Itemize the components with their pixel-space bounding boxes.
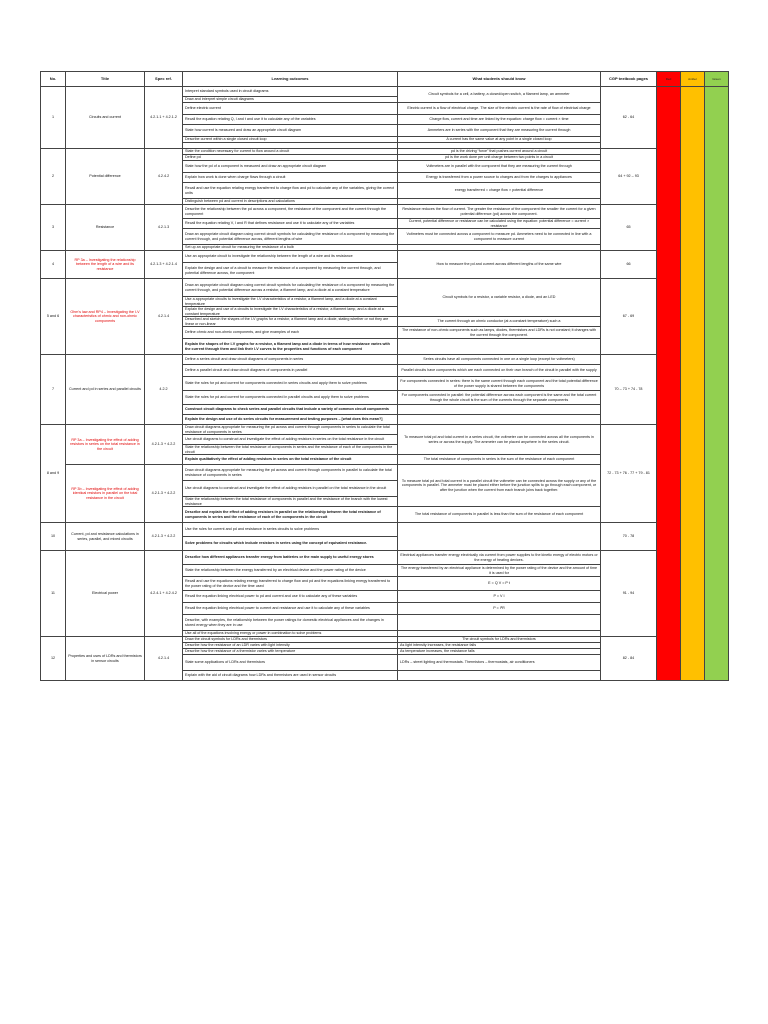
outcome: Define a series circuit and draw circuit diagrams of components in series	[183, 355, 398, 365]
row-title: Current, pd and resistance calculations in series, parallel, and mixed circuits	[66, 523, 145, 551]
outcome: Recall and use the equations relating energy transferred to charge flow and pd and the equations linking energy transferred to the power rating of the device and the time used	[183, 577, 398, 591]
knowledge: For components connected in parallel: the potential difference across each component is the same and the total current through the whole circuit is the sum of the currents through the separate components	[398, 391, 601, 405]
row-spec: 4.2.1.3 + 4.2.2	[145, 465, 183, 523]
row-pages: 67 - 69	[601, 279, 657, 355]
outcome: Use all of the equations involving energy or power in combination to solve problems	[183, 631, 398, 637]
row-no: 12	[41, 637, 66, 681]
knowledge: As temperature increases, the resistance falls	[398, 649, 601, 655]
outcome: Describe the relationship between the pd across a component, the resistance of the component and the current through the component	[183, 205, 398, 219]
outcome: State the rules for pd and current for components connected in parallel circuits and apply them to solve problems	[183, 391, 398, 405]
outcome: Draw circuit diagrams appropriate for measuring the pd across and current through components in parallel to calculate the total resistance of components in series	[183, 465, 398, 481]
table-row	[41, 87, 729, 97]
outcome: Define ohmic and non-ohmic components, and give examples of each	[183, 327, 398, 339]
outcome: Describe current within a single closed circuit loop	[183, 137, 398, 143]
outcome: Explain how work is done when charge flows through a circuit	[183, 173, 398, 183]
knowledge: LDRs – street lighting and thermostats. Thermistors – thermostats, air conditioners	[398, 655, 601, 671]
knowledge	[398, 671, 601, 681]
knowledge: The current through an ohmic conductor (at a constant temperature) such a	[398, 317, 601, 327]
row-no: 1	[41, 87, 66, 149]
row-no: 10	[41, 523, 66, 551]
row-no: 11	[41, 551, 66, 637]
row-no: 7	[41, 355, 66, 425]
outcome: Solve problems for circuits which include resistors in series using the concept of equivalent resistance.	[183, 537, 398, 551]
knowledge	[398, 415, 601, 425]
row-spec: 4.2.4.1 + 4.2.4.2	[145, 551, 183, 637]
green-column[interactable]	[705, 87, 729, 681]
outcome: State some applications of LDRs and thermistors	[183, 655, 398, 671]
knowledge: P = V I	[398, 591, 601, 603]
knowledge: Charge flow, current and time are linked by the equation: charge flow = current × time	[398, 115, 601, 125]
table-row	[41, 523, 729, 537]
outcome: Describe how different appliances transfer energy from batteries or the main supply to useful energy stores	[183, 551, 398, 565]
table-row	[41, 279, 729, 297]
header-title: Title	[66, 72, 145, 87]
row-spec: 4.2.1.3 + 4.2.1.4	[145, 251, 183, 279]
outcome: State how the pd of a component is measured and draw an appropriate circuit diagram	[183, 161, 398, 173]
knowledge: Resistance reduces the flow of current. The greater the resistance of the component the smaller the current for a given potential difference (pd) across the component.	[398, 205, 601, 219]
knowledge: Circuit symbols for a cell, a battery, a closed/open switch, a filament lamp, an ammeter	[398, 87, 601, 103]
knowledge: Voltmeters are in parallel with the component that they are measuring the current through	[398, 161, 601, 173]
outcome: Draw the circuit symbols for LDRs and thermistors	[183, 637, 398, 643]
knowledge: The total resistance of components in series is the sum of the resistance of each component	[398, 455, 601, 465]
outcome: Explain the design and use of a circuit to measure the resistance of a component by measuring the current through, and potential difference across, the component	[183, 263, 398, 279]
row-no: 4	[41, 251, 66, 279]
outcome: Describe and explain the effect of adding resistors in parallel on the relationship between the total resistance of components in series and the resistance of each of the components in the circuit	[183, 507, 398, 523]
header-red: Red	[657, 72, 681, 87]
row-pages: 72 - 73 + 76 - 77 + 79 - 81	[601, 425, 657, 523]
amber-column[interactable]	[681, 87, 705, 681]
knowledge: The energy transferred by an electrical appliance is determined by the power rating of the device and the amount of time it is used for	[398, 565, 601, 577]
outcome: Distinguish between pd and current in descriptions and calculations	[183, 199, 398, 205]
outcome: Explain the shapes of the I-V graphs for a resistor, a filament lamp and a diode in terms of how resistance varies with the current through them and link their I-V curves to the properties and functions of each component	[183, 339, 398, 355]
outcome: Interpret standard symbols used in circuit diagrams	[183, 87, 398, 97]
row-title: RP 3a – Investigating the relationship between the length of a wire and its resistance	[66, 251, 145, 279]
knowledge: pd is the driving “force” that pushes current around a circuit	[398, 149, 601, 155]
knowledge: The resistance of non-ohmic components such as lamps, diodes, thermistors and LDRs is not constant; it changes with the current through the component.	[398, 327, 601, 339]
header-textbook-pages: CGP textbook pages	[601, 72, 657, 87]
row-spec: 4.2.1.3 + 4.2.2	[145, 425, 183, 465]
outcome: Recall the equation relating V, I and R that defines resistance and use it to calculate any of the variables	[183, 219, 398, 229]
outcome: Define pd	[183, 155, 398, 161]
row-spec: 4.2.1.3	[145, 205, 183, 251]
row-title: RP 3a – Investigating the effect of adding resistors in series on the total resistance in the circuit	[66, 425, 145, 465]
knowledge: A current has the same value at any point in a single closed loop	[398, 137, 601, 143]
outcome: Describe how the resistance of a thermistor varies with temperature	[183, 649, 398, 655]
red-column[interactable]	[657, 87, 681, 681]
row-no: 8 and 9	[41, 425, 66, 523]
row-title: Electrical power	[66, 551, 145, 637]
outcome: Explain the design and use of a circuits to investigate the I-V characteristics of a resistor, a filament lamp, and a diode at a constant temperature	[183, 307, 398, 317]
table-row	[41, 425, 729, 435]
checklist-table	[40, 71, 729, 681]
outcome: Recall the equation linking electrical power to pd and current and use it to calculate any of these variables	[183, 591, 398, 603]
knowledge: As light intensity increases, the resistance falls	[398, 643, 601, 649]
row-spec: 4.2.1.1 + 4.2.1.2	[145, 87, 183, 149]
outcome: Explain the design and use of dc series circuits for measurement and testing purposes – [what does this mean?]	[183, 415, 398, 425]
knowledge: E = Q V = P t	[398, 577, 601, 591]
header-amber: Amber	[681, 72, 705, 87]
row-no: 3	[41, 205, 66, 251]
outcome: Draw circuit diagrams appropriate for measuring the pd across and current through components in series to calculate the total resistance of components in series	[183, 425, 398, 435]
row-title: Circuits and current	[66, 87, 145, 149]
outcome: State the rules for pd and current for components connected in series circuits and apply them to solve problems	[183, 377, 398, 391]
row-no: 2	[41, 149, 66, 205]
outcome: State how current is measured and draw an appropriate circuit diagram	[183, 125, 398, 137]
outcome: Construct circuit diagrams to check series and parallel circuits that include a variety of common circuit components	[183, 405, 398, 415]
row-pages: 91 - 94	[601, 551, 657, 637]
row-spec: 4.2.1.4	[145, 279, 183, 355]
knowledge	[398, 339, 601, 355]
knowledge: energy transferred = charge flow × potential difference	[398, 183, 601, 199]
outcome: Draw an appropriate circuit diagram using correct circuit symbols for calculating the resistance of a component by measuring the current through, and potential difference across a resistor, a filament lamp, and a diode at a constant temperature	[183, 279, 398, 297]
outcome: Explain qualitatively the effect of adding resistors in series on the total resistance of the circuit	[183, 455, 398, 465]
outcome: Recall and use the equation relating energy transferred to charge flow and pd to calculate any of the variables, giving the correct units	[183, 183, 398, 199]
knowledge: How to measure the pd and current across different lengths of the same wire	[398, 251, 601, 279]
row-title: Properties and uses of LDRs and thermistors in sensor circuits	[66, 637, 145, 681]
knowledge: To measure total pd and total current in a parallel circuit the voltmeter can be connected across the supply or any of the components in parallel. The ammeter must be placed either before the junction splits to go through each component, or after the junction when the current from each branch joins back together.	[398, 465, 601, 507]
table-header-row	[41, 72, 729, 87]
knowledge	[398, 615, 601, 631]
table-row	[41, 251, 729, 263]
outcome: Use circuit diagrams to construct and investigate the effect of adding resistors in parallel on the total resistance in the circuit	[183, 481, 398, 497]
outcome: Describe how the resistance of an LDR varies with light intensity	[183, 643, 398, 649]
knowledge: For components connected in series: there is the same current through each component and the total potential difference of the power supply is shared between the components	[398, 377, 601, 391]
outcome: Described and sketch the shapes of the I-V graphs for a resistor, a filament lamp and a diode, stating whether or not they are linear or non-linear	[183, 317, 398, 327]
row-title: Current and pd in series and parallel circuits	[66, 355, 145, 425]
row-spec: 4.2.1.4	[145, 637, 183, 681]
outcome: Recall the equation relating Q, I and t and use it to calculate any of the variables	[183, 115, 398, 125]
outcome: Use a appropriate circuits to investigate the I-V characteristics of a resistor, a filament lamp, and a diode at a constant temperature	[183, 297, 398, 307]
table-row	[41, 205, 729, 219]
table-row	[41, 355, 729, 365]
row-spec: 4.2.4.2	[145, 149, 183, 205]
row-spec: 4.2.1.3 + 4.2.2	[145, 523, 183, 551]
header-spec-ref: Spec ref.	[145, 72, 183, 87]
outcome: Use an appropriate circuit to investigate the relationship between the length of a wire and its resistance	[183, 251, 398, 263]
outcome: State the relationship between the total resistance of components in series and the resistance of each of the components in the circuit	[183, 445, 398, 455]
knowledge: Series circuits have all components connected in one on a single loop (except for voltmeters)	[398, 355, 601, 365]
row-pages: 70 - 78	[601, 523, 657, 551]
header-what-students-know: What students should know	[398, 72, 601, 87]
knowledge: Voltmeters must be connected across a component to measure pd. Ammeters need to be connected in line with a component to measure current	[398, 229, 601, 245]
header-green: Green	[705, 72, 729, 87]
row-pages: 62 - 64	[601, 87, 657, 149]
knowledge: Current, potential difference or resistance can be calculated using the equation: potential difference = current × resistance	[398, 219, 601, 229]
outcome: State the relationship between the total resistance of components in parallel and the resistance of the branch with the lowest resistance	[183, 497, 398, 507]
knowledge: P = I²R	[398, 603, 601, 615]
outcome: State the condition necessary for current to flow around a circuit	[183, 149, 398, 155]
header-no: No.	[41, 72, 66, 87]
knowledge	[398, 405, 601, 415]
outcome: Draw an appropriate circuit diagram using correct circuit symbols for calculating the resistance of a component by measuring the current through, and potential difference across, different lengths of wire	[183, 229, 398, 245]
outcome: Describe, with examples, the relationship between the power ratings for domestic electrical appliances and the changes in stored energy when they are in use	[183, 615, 398, 631]
row-pages: 65	[601, 205, 657, 251]
row-pages: 70 – 73 + 74 - 78	[601, 355, 657, 425]
knowledge: Energy is transferred from a power source to charges and from the charges to appliances	[398, 173, 601, 183]
outcome: Use circuit diagrams to construct and investigate the effect of adding resistors in series on the total resistance in the circuit	[183, 435, 398, 445]
table-row	[41, 551, 729, 565]
knowledge	[398, 523, 601, 551]
row-pages: 82 - 84	[601, 637, 657, 681]
outcome: Use the rules for current and pd and resistance in series circuits to solve problems	[183, 523, 398, 537]
row-title: Resistance	[66, 205, 145, 251]
knowledge: Circuit symbols for a resistor, a variable resistor, a diode, and an LED	[398, 279, 601, 317]
outcome: Recall the equation linking electrical power to current and resistance and use it to calculate any of these variables	[183, 603, 398, 615]
learning-checklist	[40, 71, 728, 681]
row-title: Potential difference	[66, 149, 145, 205]
knowledge: To measure total pd and total current in a series circuit, the voltmeter can be connected across all the components in series or across the supply. The ammeter can be placed anywhere in the series circuit.	[398, 425, 601, 455]
outcome: Explain with the aid of circuit diagrams how LDRs and thermistors are used in sensor circuits	[183, 671, 398, 681]
knowledge: pd is the work done per unit charge between two points in a circuit	[398, 155, 601, 161]
knowledge: The circuit symbols for LDRs and thermistors	[398, 637, 601, 643]
row-title: RP 3b – Investigating the effect of adding identical resistors in parallel on the total resistance in the circuit	[66, 465, 145, 523]
knowledge: Ammeters are in series with the component that they are measuring the current through	[398, 125, 601, 137]
knowledge: Parallel circuits have components which are each connected on their own branch of the circuit in parallel with the supply	[398, 365, 601, 377]
knowledge: The total resistance of components in parallel is less than the sum of the resistance of each component	[398, 507, 601, 523]
outcome: Define electric current	[183, 103, 398, 115]
knowledge: Electrical appliances transfer energy electrically via current from power supplies to the kinetic energy of electric motors or the energy of heating devices.	[398, 551, 601, 565]
outcome: Set up an appropriate circuit for measuring the resistance of a bulb	[183, 245, 398, 251]
outcome: Define a parallel circuit and draw circuit diagrams of components in parallel	[183, 365, 398, 377]
knowledge: Electric current is a flow of electrical charge. The size of the electric current is the rate of flow of electrical charge	[398, 103, 601, 115]
row-pages: 66	[601, 251, 657, 279]
header-learning-outcomes: Learning outcomes	[183, 72, 398, 87]
row-no: 5 and 6	[41, 279, 66, 355]
row-spec: 4.2.2	[145, 355, 183, 425]
outcome: Draw and interpret simple circuit diagrams	[183, 97, 398, 103]
row-pages: 64 + 92 – 93	[601, 149, 657, 205]
row-title: Ohm’s law and RP4 – Investigating the I-V characteristics of ohmic and non-ohmic components	[66, 279, 145, 355]
outcome: State the relationship between the energy transferred by an electrical device and the power rating of the device	[183, 565, 398, 577]
